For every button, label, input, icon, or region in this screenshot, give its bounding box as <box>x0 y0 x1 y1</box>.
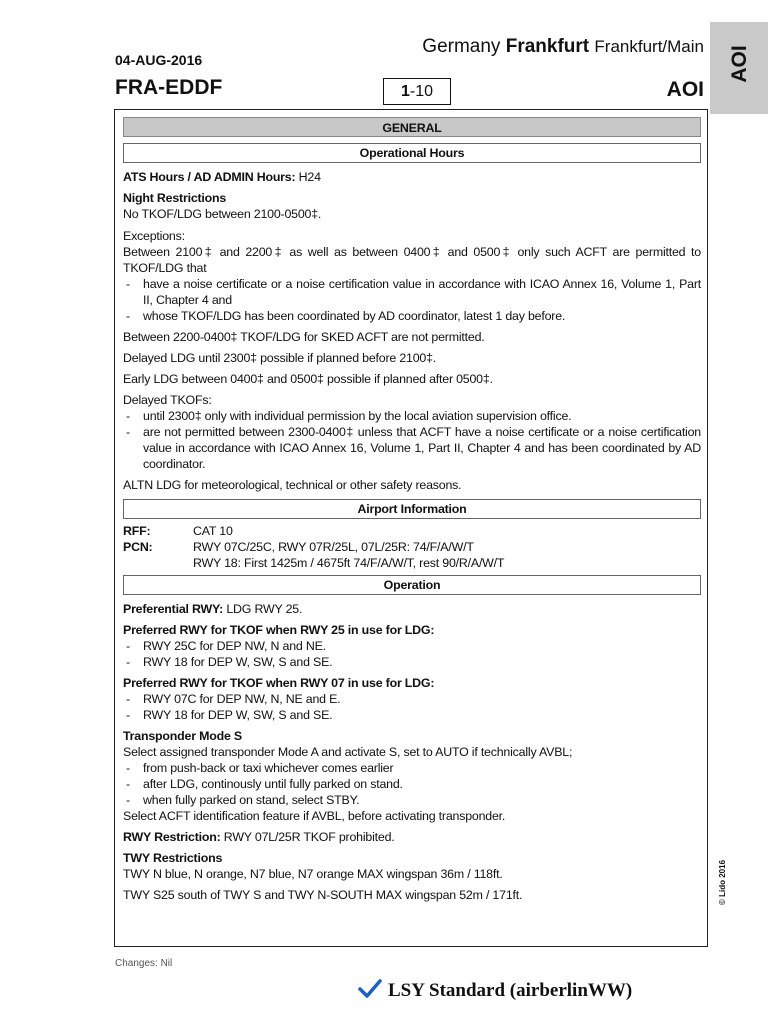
operational-hours-header: Operational Hours <box>123 143 701 163</box>
exceptions-title: Exceptions: <box>123 229 185 243</box>
rwy25-item: - RWY 18 for DEP W, SW, S and SE. <box>123 654 701 670</box>
sked-restriction: Between 2200-0400‡ TKOF/LDG for SKED ACFT are not permitted. <box>123 330 485 344</box>
twy-restriction: TWY N blue, N orange, N7 blue, N7 orange MAX wingspan 36m / 118ft. <box>123 867 503 881</box>
standard-stamp-text: LSY Standard (airberlinWW) <box>388 980 633 1001</box>
changes-note: Changes: Nil <box>115 958 173 969</box>
rwy-restriction: RWY Restriction: RWY 07L/25R TKOF prohibited. <box>123 830 395 844</box>
exceptions-item: - whose TKOF/LDG has been coordinated by AD coordinator, latest 1 day before. <box>123 308 701 324</box>
transponder-text: Select assigned transponder Mode A and activate S, set to AUTO if technically AVBL; <box>123 745 573 759</box>
chart-date: 04-AUG-2016 <box>115 52 203 68</box>
preferential-rwy: Preferential RWY: LDG RWY 25. <box>123 602 303 616</box>
checkmark-icon <box>358 979 382 999</box>
transponder-item: - after LDG, continously until fully parked on stand. <box>123 776 701 792</box>
side-tab-label: AOI <box>728 45 751 83</box>
rwy07-title: Preferred RWY for TKOF when RWY 07 in use for LDG: <box>123 676 435 690</box>
night-restrictions-title: Night Restrictions <box>123 191 227 205</box>
operation-header: Operation <box>123 575 701 595</box>
city: Frankfurt <box>505 36 590 57</box>
altn-ldg: ALTN LDG for meteorological, technical or other safety reasons. <box>123 478 462 492</box>
pcn-value: RWY 07C/25C, RWY 07R/25L, 07L/25R: 74/F/A/W/T <box>193 540 474 554</box>
rff-value: CAT 10 <box>193 524 233 538</box>
transponder-footer: Select ACFT identification feature if AVBL, before activating transponder. <box>123 809 506 823</box>
city-sub: Frankfurt/Main <box>594 37 704 56</box>
page-number: 1-10 <box>383 78 451 105</box>
exceptions-text: Between 2100‡ and 2200‡ as well as between 0400‡ and 0500‡ only such ACFT are permitted to TKOF/LDG that <box>123 245 701 275</box>
section-code: AOI <box>666 78 704 101</box>
rwy07-item: - RWY 07C for DEP NW, N, NE and E. <box>123 691 701 707</box>
airport-information-header: Airport Information <box>123 499 701 519</box>
rwy07-item: - RWY 18 for DEP W, SW, S and SE. <box>123 707 701 723</box>
airport-information-table <box>123 523 701 571</box>
exceptions-item: - have a noise certificate or a noise certification value in accordance with ICAO Annex 16, Volume 1, Part II, Chapter 4 and <box>123 276 701 308</box>
transponder-title: Transponder Mode S <box>123 729 242 743</box>
twy-restriction: TWY S25 south of TWY S and TWY N-SOUTH MAX wingspan 52m / 171ft. <box>123 888 523 902</box>
delayed-tkofs-item: - are not permitted between 2300-0400‡ unless that ACFT have a noise certificate or a noise certification value in accordance with ICAO Annex 16, Volume 1, Part II, Chapter 4 and has been coordinated by AD coordinator. <box>123 424 701 472</box>
delayed-ldg: Delayed LDG until 2300‡ possible if planned before 2100‡. <box>123 351 437 365</box>
rwy25-title: Preferred RWY for TKOF when RWY 25 in use for LDG: <box>123 623 435 637</box>
night-restrictions-text: No TKOF/LDG between 2100-0500‡. <box>123 207 322 221</box>
airport-code: FRA-EDDF <box>115 76 223 99</box>
copyright: © Lido 2016 <box>718 859 727 905</box>
transponder-item: - from push-back or taxi whichever comes earlier <box>123 760 701 776</box>
content <box>123 117 701 903</box>
rff-label: RFF: <box>123 524 151 538</box>
delayed-tkofs-title: Delayed TKOFs: <box>123 393 212 407</box>
standard-stamp <box>358 979 632 1002</box>
early-ldg: Early LDG between 0400‡ and 0500‡ possible if planned after 0500‡. <box>123 372 493 386</box>
transponder-item: - when fully parked on stand, select STBY. <box>123 792 701 808</box>
twy-title: TWY Restrictions <box>123 851 223 865</box>
delayed-tkofs-item: - until 2300‡ only with individual permission by the local aviation supervision office. <box>123 408 701 424</box>
section-general-header: GENERAL <box>123 117 701 137</box>
page-title <box>422 36 704 58</box>
country: Germany <box>422 36 501 57</box>
pcn-value: RWY 18: First 1425m / 4675ft 74/F/A/W/T, rest 90/R/A/W/T <box>193 556 505 570</box>
ats-hours: ATS Hours / AD ADMIN Hours: H24 <box>123 170 321 184</box>
pcn-label: PCN: <box>123 540 153 554</box>
rwy25-item: - RWY 25C for DEP NW, N and NE. <box>123 638 701 654</box>
